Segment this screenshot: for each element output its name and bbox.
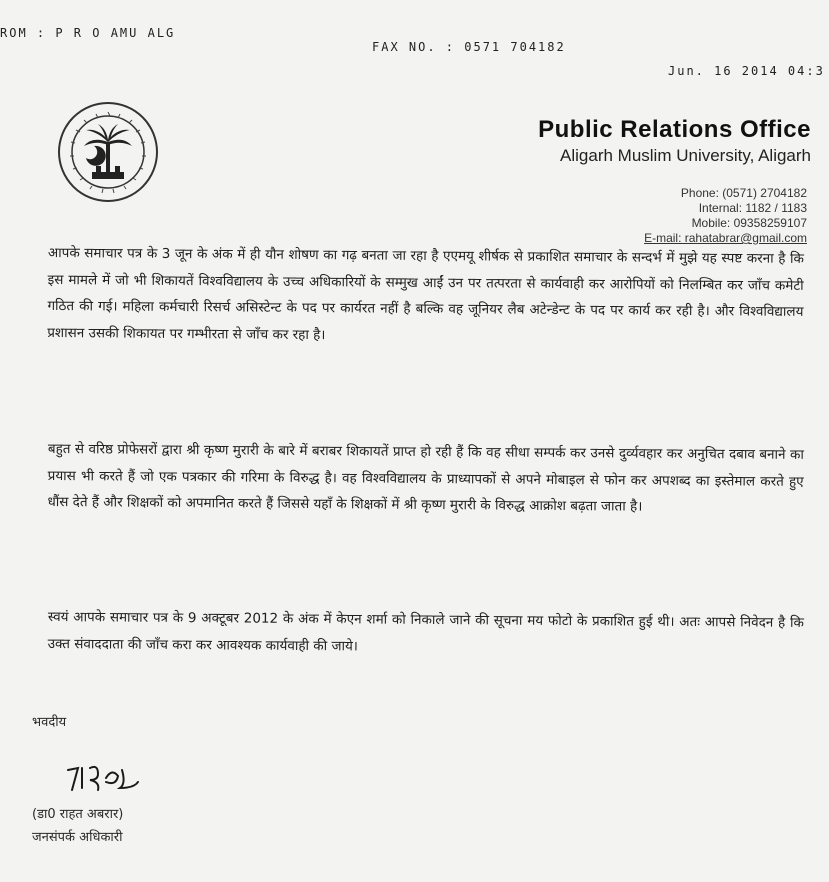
contact-phone: Phone: (0571) 2704182 <box>680 186 807 200</box>
university-seal-icon <box>56 100 160 204</box>
fax-number-line: FAX NO. : 0571 704182 <box>372 40 566 54</box>
letterhead-contact-block <box>644 186 807 246</box>
letterhead-subtitle: Aligarh Muslim University, Aligarh <box>560 146 811 165</box>
letter-paragraph: आपके समाचार पत्र के 3 जून के अंक में ही यौन शोषण का गढ़ बनता जा रहा है एएमयू शीर्षक से प्रकाशित समाचार के सन्दर्भ में मुझे यह स्पष्ट करना है कि इस मामले में जो भी शिकायतें विश्वविद्यालय के उच्च अधिकारियों के सम्मुख आईं उन पर तत्परता से कार्यवाही कर आरोपियों को निलम्बित कर जाँच कमेटी गठित की गई। महिला कर्मचारी रिसर्च असिस्टेन्ट के पद पर कार्यरत नहीं है बल्कि वह जूनियर लैब अटेन्डेन्ट के पद पर कार्य कर रही है। और विश्वविद्यालय प्रशासन उसकी शिकायत पर गम्भीरता से जाँच कर रहा है। <box>47 244 804 343</box>
fax-date-line: Jun. 16 2014 04:3 <box>668 64 825 78</box>
contact-email: E-mail: rahatabrar@gmail.com <box>644 231 807 245</box>
handwritten-signature <box>64 760 154 796</box>
signatory-name: (डा0 राहत अबरार) <box>32 807 124 822</box>
letter-paragraph: बहुत से वरिष्ठ प्रोफेसरों द्वारा श्री कृष्ण मुरारी के बारे में बराबर शिकायतें प्राप्त हो रही हैं कि वह सीधा सम्पर्क कर उनसे दुर्व्यवहार कर अनुचित दबाव बनाने का प्रयास भी करते हैं जो एक पत्रकार की गरिमा के विरुद्ध है। वह विश्वविद्यालय के प्राध्यापकों से अपने मोबाइल से फोन कर अपशब्द का इस्तेमाल करते हुए धौंस देते हैं और शिक्षकों को अपमानित करते हैं जिससे यहाँ के शिक्षकों में श्री कृष्ण मुरारी के विरुद्ध आक्रोश बढ़ता जाता है। <box>47 440 804 515</box>
letterhead-title: Public Relations Office <box>538 116 811 143</box>
letter-paragraph: स्वयं आपके समाचार पत्र के 9 अक्टूबर 2012 के अंक में केएन शर्मा को निकाले जाने की सूचना मय फोटो के प्रकाशित हुई थी। अतः आपसे निवेदन है कि उक्त संवाददाता की जाँच करा कर आवश्यक कार्यवाही की जाये। <box>47 608 804 654</box>
contact-internal: Internal: 1182 / 1183 <box>698 201 807 215</box>
signatory-designation: जनसंपर्क अधिकारी <box>32 830 123 845</box>
contact-mobile: Mobile: 09358259107 <box>691 216 807 230</box>
closing-salutation: भवदीय <box>32 715 67 730</box>
fax-sender-line: ROM : P R O AMU ALG <box>0 26 176 40</box>
